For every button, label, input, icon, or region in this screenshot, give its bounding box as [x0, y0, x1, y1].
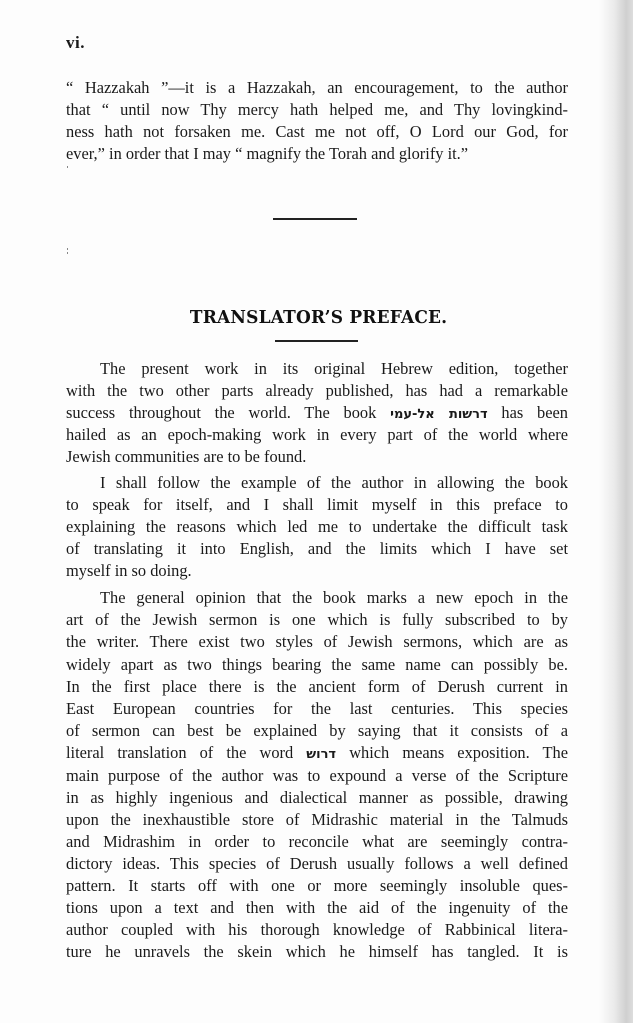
title-underline-rule: [275, 340, 358, 342]
text-span: success throughout the world. The book: [66, 403, 377, 422]
text-line: of sermon can best be explained by saying that it consists of a: [66, 721, 568, 740]
text-span: literal translation of the word: [66, 743, 294, 762]
text-line: The present work in its original Hebrew edition, together: [100, 359, 568, 378]
hebrew-title: דרשות אל-עמי: [390, 407, 488, 422]
text-line: ness hath not forsaken me. Cast me not off, O Lord our God, for: [66, 122, 568, 141]
text-line: Jewish communities are to be found.: [66, 447, 307, 466]
text-line: dictory ideas. This species of Derush usually follows a well defined: [66, 854, 568, 873]
text-line-with-hebrew: [66, 742, 568, 764]
text-line: In the first place there is the ancient form of Derush current in: [66, 677, 568, 696]
print-speck: [67, 166, 68, 168]
text-line: hailed as an epoch-making work in every part of the world where: [66, 425, 568, 444]
text-line: that “ until now Thy mercy hath helped me, and Thy lovingkind-: [66, 100, 568, 119]
text-line: The general opinion that the book marks a new epoch in the: [100, 588, 568, 607]
text-line: pattern. It starts off with one or more seemingly insoluble ques-: [66, 876, 568, 895]
print-speck: [67, 248, 68, 250]
section-title: TRANSLATOR’S PREFACE.: [189, 308, 448, 328]
print-speck: [67, 252, 68, 254]
text-line: art of the Jewish sermon is one which is fully subscribed to by: [66, 610, 568, 629]
text-line-with-hebrew: [66, 402, 568, 424]
text-line: ture he unravels the skein which he himself has tangled. It is: [66, 942, 568, 961]
text-line: and Midrashim in order to reconcile what are seemingly contra-: [66, 832, 568, 851]
text-span: has been: [501, 403, 568, 422]
text-line: tions upon a text and then with the aid of the ingenuity of the: [66, 898, 568, 917]
text-line: widely apart as two things bearing the same name can possibly be.: [66, 655, 568, 674]
text-line: explaining the reasons which led me to undertake the difficult task: [66, 517, 568, 536]
text-line: the writer. There exist two styles of Jewish sermons, which are as: [66, 632, 568, 651]
text-line: upon the inexhaustible store of Midrashic material in the Talmuds: [66, 810, 568, 829]
text-line: main purpose of the author was to expound a verse of the Scripture: [66, 766, 568, 785]
text-span: which means exposition. The: [349, 743, 568, 762]
page-binding-shadow: [599, 0, 633, 1023]
text-line: author coupled with his thorough knowledge of Rabbinical litera-: [66, 920, 568, 939]
text-line: of translating it into English, and the limits which I have set: [66, 539, 568, 558]
text-line: I shall follow the example of the author in allowing the book: [100, 473, 568, 492]
text-line: ever,” in order that I may “ magnify the Torah and glorify it.”: [66, 144, 469, 163]
text-line: East European countries for the last centuries. This species: [66, 699, 568, 718]
text-line: myself in so doing.: [66, 561, 192, 580]
section-divider-rule: [273, 218, 357, 220]
text-line: with the two other parts already published, has had a remarkable: [66, 381, 568, 400]
text-line: in as highly ingenious and dialectical manner as possible, drawing: [66, 788, 568, 807]
text-line: “ Hazzakah ”—it is a Hazzakah, an encouragement, to the author: [66, 78, 568, 97]
hebrew-word: דרוש: [306, 747, 337, 762]
text-line: to speak for itself, and I shall limit myself in this preface to: [66, 495, 568, 514]
page-number: vi.: [66, 33, 85, 52]
